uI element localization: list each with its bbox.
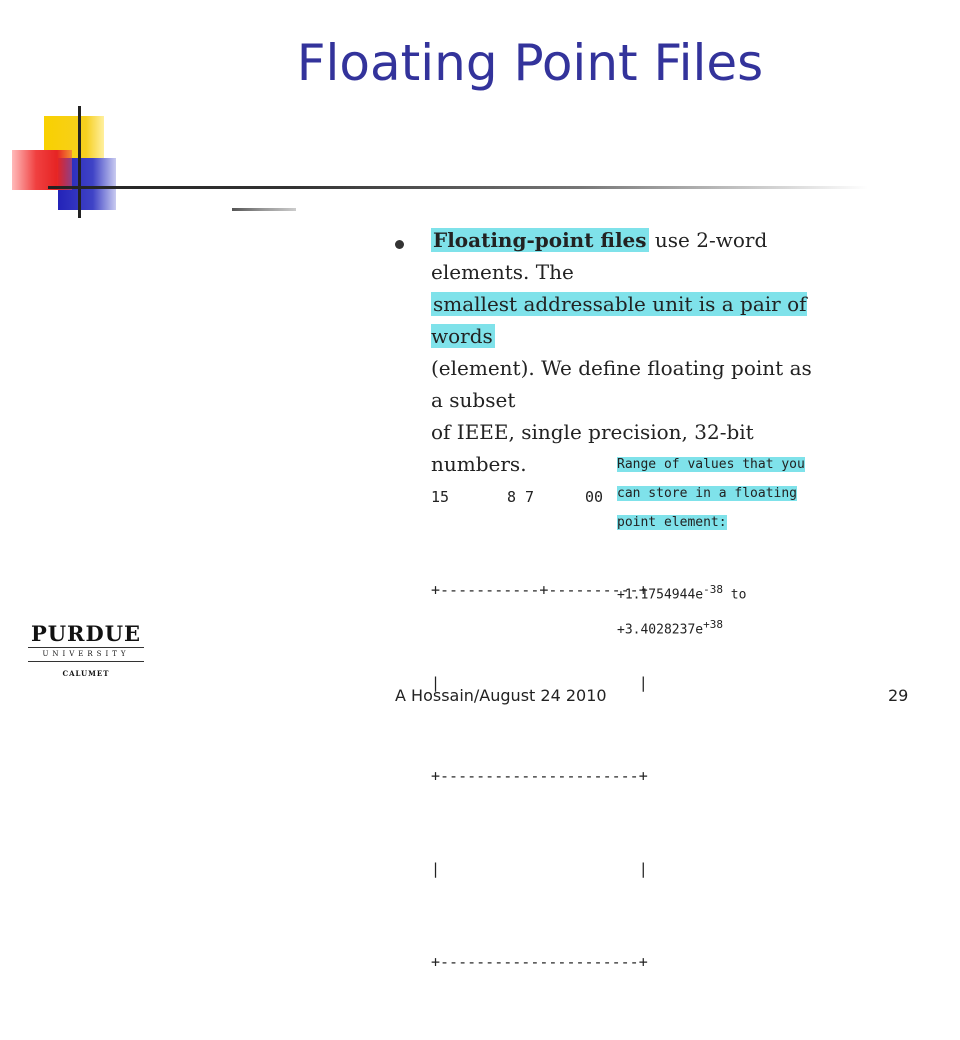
range-note (617, 450, 807, 537)
diagram-row: +----------------------+ (431, 767, 648, 785)
bit-label-7: 7 (525, 488, 535, 506)
red-square (12, 150, 72, 190)
bold-lead: Floating-point files (433, 228, 647, 252)
logo-rule (28, 647, 144, 648)
bit-label-8: 8 (507, 488, 517, 506)
diagram-row: | | (431, 674, 648, 692)
note-line-1: Range of values that you (617, 457, 805, 472)
decorative-squares (0, 100, 140, 220)
slide-title: Floating Point Files (296, 34, 764, 92)
logo-rule (28, 661, 144, 662)
diagram-row: +----------------------+ (431, 953, 648, 971)
range-max-mantissa: +3.4028237e (617, 622, 704, 638)
horizontal-rule (48, 186, 868, 189)
diagram-row: +-----------+----------+ (431, 581, 648, 599)
footer-author: A Hossain/August 24 2010 (395, 686, 607, 705)
range-min-exponent: -38 (703, 583, 723, 596)
page-number: 29 (888, 686, 909, 705)
logo-university: UNIVERSITY (42, 650, 130, 658)
logo-campus: CALUMET (62, 669, 110, 678)
note-line-2: can store in a floating (617, 486, 798, 501)
paragraph-line-4: of IEEE, single precision, 32-bit numbers. (431, 420, 754, 476)
note-line-3: point element: (617, 515, 727, 530)
bit-label-00: 00 (585, 488, 604, 506)
paragraph-line-3: (element). We define floating point as a subset (431, 356, 812, 412)
diagram-row: | | (431, 860, 648, 878)
logo-name: PURDUE (30, 621, 142, 646)
scan-artifact (232, 208, 296, 211)
range-max-exponent: +38 (703, 618, 723, 632)
range-min-mantissa: +1.1754944e (617, 587, 704, 603)
paragraph-line-1: use 2-word elements. The (431, 228, 768, 284)
value-range (617, 575, 746, 646)
bit-layout-diagram (431, 420, 648, 1040)
purdue-logo (28, 622, 144, 678)
vertical-rule (78, 106, 81, 218)
bullet-icon (395, 240, 404, 249)
bit-label-15: 15 (431, 488, 450, 506)
paragraph-line-2: smallest addressable unit is a pair of words (431, 292, 807, 348)
range-to: to (722, 587, 747, 603)
